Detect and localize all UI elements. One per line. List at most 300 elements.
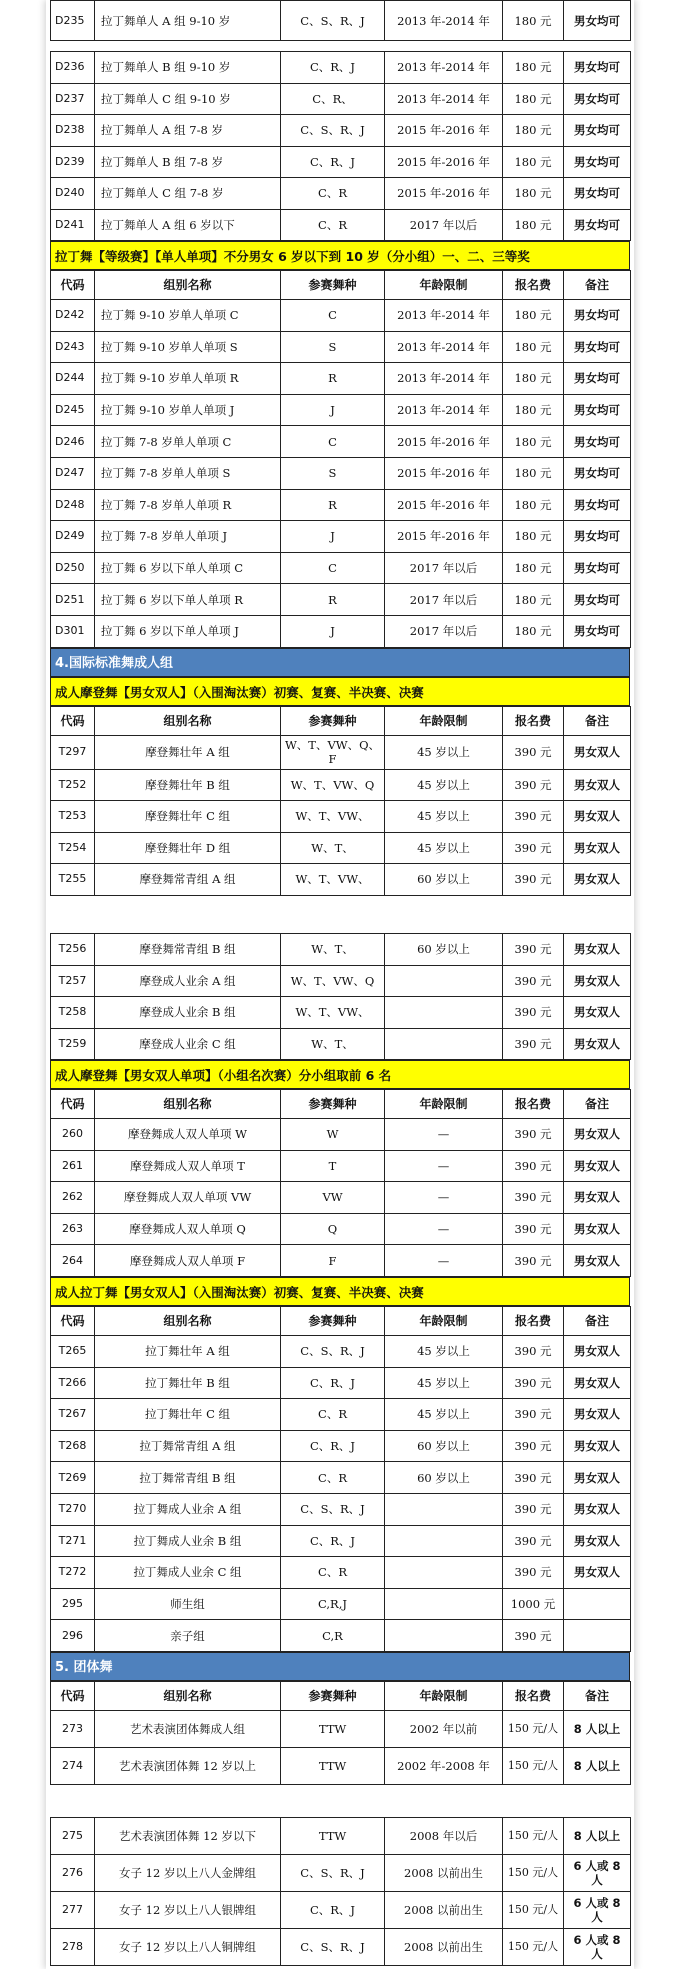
row-age-limit: 2002 年-2008 年 [385, 1747, 503, 1784]
row-dance-styles: C,R [281, 1620, 385, 1652]
header-code: 代码 [51, 1306, 95, 1335]
row-dance-styles: W、T、VW、Q [281, 965, 385, 997]
row-fee: 180 元 [503, 331, 564, 363]
table-row [51, 300, 631, 332]
row-code: D240 [51, 178, 95, 210]
header-remarks: 备注 [564, 706, 631, 735]
section-heading: 4.国际标准舞成人组 [50, 648, 630, 677]
row-age-limit: 2013 年-2014 年 [385, 1, 503, 41]
row-group-name: 拉丁舞壮年 C 组 [95, 1399, 281, 1431]
row-fee: 390 元 [503, 735, 564, 769]
row-group-name: 摩登舞成人双人单项 Q [95, 1213, 281, 1245]
table-row [51, 83, 631, 115]
row-group-name: 拉丁舞常青组 B 组 [95, 1462, 281, 1494]
registration-table [50, 270, 631, 648]
row-group-name: 拉丁舞 7-8 岁单人单项 J [95, 521, 281, 553]
row-remarks: 男女双人 [564, 1335, 631, 1367]
table-row [51, 1710, 631, 1747]
row-fee: 180 元 [503, 1, 564, 41]
row-fee: 180 元 [503, 426, 564, 458]
row-remarks: 男女双人 [564, 769, 631, 801]
row-code: T253 [51, 801, 95, 833]
row-group-name: 拉丁舞成人业余 C 组 [95, 1557, 281, 1589]
row-dance-styles: F [281, 1245, 385, 1277]
row-code: 276 [51, 1855, 95, 1892]
row-remarks: 男女均可 [564, 146, 631, 178]
row-code: D250 [51, 552, 95, 584]
row-fee: 150 元/人 [503, 1855, 564, 1892]
table-row [51, 1818, 631, 1855]
row-code: D251 [51, 584, 95, 616]
table-row [51, 52, 631, 84]
row-remarks: 男女均可 [564, 615, 631, 647]
row-fee: 180 元 [503, 521, 564, 553]
table-row [51, 997, 631, 1029]
row-group-name: 摩登舞成人双人单项 VW [95, 1182, 281, 1214]
header-fee: 报名费 [503, 1090, 564, 1119]
row-remarks: 男女均可 [564, 331, 631, 363]
row-remarks: 男女双人 [564, 1462, 631, 1494]
row-remarks: 男女双人 [564, 965, 631, 997]
row-fee: 390 元 [503, 801, 564, 833]
header-group-name: 组别名称 [95, 271, 281, 300]
row-dance-styles: W、T、VW、Q、F [281, 735, 385, 769]
row-code: D245 [51, 394, 95, 426]
row-group-name: 艺术表演团体舞 12 岁以下 [95, 1818, 281, 1855]
header-code: 代码 [51, 1681, 95, 1710]
row-dance-styles: J [281, 521, 385, 553]
row-dance-styles: C [281, 426, 385, 458]
table-row [51, 934, 631, 966]
row-code: 274 [51, 1747, 95, 1784]
row-code: D301 [51, 615, 95, 647]
table-row [51, 1557, 631, 1589]
table-row [51, 1462, 631, 1494]
row-fee: 390 元 [503, 1493, 564, 1525]
table-header-row [51, 706, 631, 735]
row-age-limit: 2017 年以后 [385, 615, 503, 647]
row-age-limit: 2013 年-2014 年 [385, 300, 503, 332]
table-fragment-a [50, 0, 630, 41]
row-group-name: 拉丁舞 6 岁以下单人单项 R [95, 584, 281, 616]
row-age-limit [385, 1557, 503, 1589]
row-fee: 390 元 [503, 1028, 564, 1060]
row-group-name: 拉丁舞 9-10 岁单人单项 S [95, 331, 281, 363]
row-age-limit: 45 岁以上 [385, 1367, 503, 1399]
row-dance-styles: VW [281, 1182, 385, 1214]
table-row [51, 1028, 631, 1060]
row-remarks: 男女双人 [564, 934, 631, 966]
row-fee: 180 元 [503, 394, 564, 426]
row-dance-styles: C、R、 [281, 83, 385, 115]
row-dance-styles: C、R [281, 1462, 385, 1494]
table-row [51, 1182, 631, 1214]
table-row [51, 832, 631, 864]
row-group-name: 拉丁舞 9-10 岁单人单项 J [95, 394, 281, 426]
row-code: T256 [51, 934, 95, 966]
row-group-name: 摩登舞成人双人单项 T [95, 1150, 281, 1182]
row-group-name: 拉丁舞 7-8 岁单人单项 C [95, 426, 281, 458]
row-code: T255 [51, 864, 95, 896]
header-age-limit: 年龄限制 [385, 1306, 503, 1335]
row-code: T254 [51, 832, 95, 864]
header-dance-styles: 参赛舞种 [281, 271, 385, 300]
row-code: 262 [51, 1182, 95, 1214]
table-row [51, 1213, 631, 1245]
row-age-limit: 2008 以前出生 [385, 1929, 503, 1966]
row-group-name: 拉丁舞壮年 B 组 [95, 1367, 281, 1399]
row-age-limit: 2015 年-2016 年 [385, 457, 503, 489]
header-fee: 报名费 [503, 271, 564, 300]
row-dance-styles: C [281, 552, 385, 584]
table-row [51, 394, 631, 426]
row-code: 275 [51, 1818, 95, 1855]
row-age-limit: — [385, 1245, 503, 1277]
registration-table [50, 1089, 631, 1277]
row-dance-styles: J [281, 394, 385, 426]
row-age-limit: 2015 年-2016 年 [385, 146, 503, 178]
row-code: D238 [51, 115, 95, 147]
row-fee: 180 元 [503, 615, 564, 647]
row-dance-styles: C [281, 300, 385, 332]
table-header-row [51, 1681, 631, 1710]
row-remarks: 男女均可 [564, 584, 631, 616]
row-age-limit: 2015 年-2016 年 [385, 178, 503, 210]
row-remarks: 男女均可 [564, 52, 631, 84]
row-age-limit: — [385, 1119, 503, 1151]
row-age-limit: 2008 以前出生 [385, 1892, 503, 1929]
row-fee: 390 元 [503, 1462, 564, 1494]
row-dance-styles: W、T、VW、 [281, 997, 385, 1029]
header-fee: 报名费 [503, 1681, 564, 1710]
category-banner: 成人拉丁舞【男女双人】（入围淘汰赛）初赛、复赛、半决赛、决赛 [50, 1277, 630, 1306]
row-age-limit [385, 1525, 503, 1557]
header-dance-styles: 参赛舞种 [281, 1090, 385, 1119]
row-dance-styles: C,R,J [281, 1588, 385, 1620]
row-age-limit: 2015 年-2016 年 [385, 521, 503, 553]
row-fee: 1000 元 [503, 1588, 564, 1620]
row-dance-styles: W [281, 1119, 385, 1151]
table-row [51, 735, 631, 769]
header-dance-styles: 参赛舞种 [281, 1681, 385, 1710]
row-dance-styles: C、R、J [281, 1367, 385, 1399]
row-fee: 390 元 [503, 1399, 564, 1431]
table-header-row [51, 271, 631, 300]
row-remarks: 男女双人 [564, 997, 631, 1029]
row-fee: 390 元 [503, 1150, 564, 1182]
row-remarks: 男女双人 [564, 1028, 631, 1060]
row-age-limit: 60 岁以上 [385, 864, 503, 896]
header-dance-styles: 参赛舞种 [281, 1306, 385, 1335]
row-dance-styles: C、S、R、J [281, 1335, 385, 1367]
table-fragment-c [50, 933, 630, 1785]
row-fee: 150 元/人 [503, 1710, 564, 1747]
row-fee: 390 元 [503, 1557, 564, 1589]
row-fee: 390 元 [503, 1119, 564, 1151]
row-remarks: 男女双人 [564, 1525, 631, 1557]
row-age-limit: 2013 年-2014 年 [385, 331, 503, 363]
row-dance-styles: C、R、J [281, 146, 385, 178]
row-fee: 390 元 [503, 965, 564, 997]
row-age-limit: 2015 年-2016 年 [385, 426, 503, 458]
header-remarks: 备注 [564, 1090, 631, 1119]
table-row [51, 769, 631, 801]
row-code: 260 [51, 1119, 95, 1151]
table-header-row [51, 1306, 631, 1335]
table-row [51, 146, 631, 178]
table-row [51, 1892, 631, 1929]
row-age-limit: 2008 年以后 [385, 1818, 503, 1855]
row-age-limit: 45 岁以上 [385, 1399, 503, 1431]
row-age-limit: 45 岁以上 [385, 801, 503, 833]
row-age-limit: — [385, 1213, 503, 1245]
row-remarks: 男女均可 [564, 457, 631, 489]
row-group-name: 师生组 [95, 1588, 281, 1620]
row-code: 273 [51, 1710, 95, 1747]
row-remarks: 6 人或 8 人 [564, 1892, 631, 1929]
table-row [51, 1929, 631, 1966]
row-code: 296 [51, 1620, 95, 1652]
row-age-limit [385, 1493, 503, 1525]
table-row [51, 1335, 631, 1367]
row-age-limit: 2017 年以后 [385, 552, 503, 584]
row-dance-styles: S [281, 331, 385, 363]
table-row [51, 864, 631, 896]
row-code: 295 [51, 1588, 95, 1620]
row-fee: 150 元/人 [503, 1929, 564, 1966]
row-code: D246 [51, 426, 95, 458]
table-row [51, 426, 631, 458]
header-fee: 报名费 [503, 1306, 564, 1335]
row-fee: 390 元 [503, 769, 564, 801]
row-remarks: 8 人以上 [564, 1747, 631, 1784]
header-dance-styles: 参赛舞种 [281, 706, 385, 735]
category-banner: 成人摩登舞【男女双人单项】（小组名次赛）分小组取前 6 名 [50, 1060, 630, 1089]
row-dance-styles: C、R、J [281, 52, 385, 84]
row-fee: 180 元 [503, 178, 564, 210]
row-group-name: 摩登舞壮年 C 组 [95, 801, 281, 833]
row-group-name: 摩登成人业余 A 组 [95, 965, 281, 997]
table-fragment-d [50, 1817, 630, 1966]
row-code: 261 [51, 1150, 95, 1182]
table-row [51, 1367, 631, 1399]
row-group-name: 拉丁舞 9-10 岁单人单项 C [95, 300, 281, 332]
table-row [51, 615, 631, 647]
row-group-name: 摩登舞壮年 D 组 [95, 832, 281, 864]
row-remarks: 男女均可 [564, 489, 631, 521]
table-row [51, 1525, 631, 1557]
row-group-name: 女子 12 岁以上八人银牌组 [95, 1892, 281, 1929]
header-remarks: 备注 [564, 271, 631, 300]
row-code: D239 [51, 146, 95, 178]
row-fee: 390 元 [503, 997, 564, 1029]
row-group-name: 拉丁舞 6 岁以下单人单项 C [95, 552, 281, 584]
category-banner: 成人摩登舞【男女双人】（入围淘汰赛）初赛、复赛、半决赛、决赛 [50, 677, 630, 706]
row-remarks: 男女均可 [564, 300, 631, 332]
table-row [51, 552, 631, 584]
row-group-name: 拉丁舞常青组 A 组 [95, 1430, 281, 1462]
row-group-name: 拉丁舞 7-8 岁单人单项 R [95, 489, 281, 521]
header-remarks: 备注 [564, 1306, 631, 1335]
row-code: T259 [51, 1028, 95, 1060]
row-age-limit: 45 岁以上 [385, 735, 503, 769]
row-remarks: 男女均可 [564, 178, 631, 210]
table-row [51, 584, 631, 616]
row-age-limit: — [385, 1182, 503, 1214]
row-group-name: 拉丁舞单人 C 组 7-8 岁 [95, 178, 281, 210]
row-remarks: 男女双人 [564, 1213, 631, 1245]
row-age-limit: 2013 年-2014 年 [385, 83, 503, 115]
row-code: T266 [51, 1367, 95, 1399]
row-remarks: 8 人以上 [564, 1710, 631, 1747]
row-remarks [564, 1588, 631, 1620]
row-dance-styles: W、T、 [281, 832, 385, 864]
row-remarks: 男女双人 [564, 1367, 631, 1399]
row-group-name: 拉丁舞单人 B 组 7-8 岁 [95, 146, 281, 178]
registration-table [50, 1681, 631, 1785]
section-heading: 5. 团体舞 [50, 1652, 630, 1681]
row-remarks [564, 1620, 631, 1652]
table-row [51, 457, 631, 489]
row-age-limit: 60 岁以上 [385, 1462, 503, 1494]
row-remarks: 男女双人 [564, 1245, 631, 1277]
row-dance-styles: C、R [281, 1399, 385, 1431]
row-remarks: 男女均可 [564, 1, 631, 41]
registration-table [50, 933, 631, 1060]
category-banner: 拉丁舞【等级赛】【单人单项】不分男女 6 岁以下到 10 岁（分小组）一、二、三等奖 [50, 241, 630, 270]
row-dance-styles: TTW [281, 1818, 385, 1855]
row-group-name: 拉丁舞单人 A 组 7-8 岁 [95, 115, 281, 147]
row-group-name: 拉丁舞 6 岁以下单人单项 J [95, 615, 281, 647]
header-group-name: 组别名称 [95, 1306, 281, 1335]
row-group-name: 摩登舞壮年 A 组 [95, 735, 281, 769]
row-group-name: 摩登成人业余 B 组 [95, 997, 281, 1029]
row-remarks: 男女均可 [564, 83, 631, 115]
row-group-name: 摩登舞成人双人单项 F [95, 1245, 281, 1277]
row-code: T267 [51, 1399, 95, 1431]
table-row [51, 965, 631, 997]
row-dance-styles: R [281, 363, 385, 395]
table-header-row [51, 1090, 631, 1119]
row-code: T271 [51, 1525, 95, 1557]
row-remarks: 男女双人 [564, 832, 631, 864]
row-group-name: 摩登舞常青组 B 组 [95, 934, 281, 966]
row-fee: 390 元 [503, 1367, 564, 1399]
row-code: 278 [51, 1929, 95, 1966]
row-dance-styles: C、S、R、J [281, 1, 385, 41]
row-dance-styles: C、R [281, 209, 385, 241]
row-group-name: 拉丁舞单人 C 组 9-10 岁 [95, 83, 281, 115]
row-group-name: 摩登舞常青组 A 组 [95, 864, 281, 896]
row-group-name: 女子 12 岁以上八人铜牌组 [95, 1929, 281, 1966]
document-page [46, 0, 634, 1969]
registration-table [50, 706, 631, 896]
header-age-limit: 年龄限制 [385, 706, 503, 735]
header-remarks: 备注 [564, 1681, 631, 1710]
row-code: T268 [51, 1430, 95, 1462]
row-dance-styles: W、T、VW、Q [281, 769, 385, 801]
row-age-limit: 2017 年以后 [385, 209, 503, 241]
row-fee: 180 元 [503, 552, 564, 584]
row-age-limit [385, 1028, 503, 1060]
row-dance-styles: R [281, 584, 385, 616]
row-remarks: 男女均可 [564, 426, 631, 458]
row-fee: 390 元 [503, 1430, 564, 1462]
row-group-name: 拉丁舞单人 A 组 9-10 岁 [95, 1, 281, 41]
row-fee: 180 元 [503, 83, 564, 115]
row-code: T269 [51, 1462, 95, 1494]
row-code: T272 [51, 1557, 95, 1589]
row-code: 263 [51, 1213, 95, 1245]
header-code: 代码 [51, 271, 95, 300]
row-remarks: 男女双人 [564, 1399, 631, 1431]
row-fee: 390 元 [503, 934, 564, 966]
row-code: D237 [51, 83, 95, 115]
row-remarks: 男女均可 [564, 209, 631, 241]
row-fee: 390 元 [503, 832, 564, 864]
row-fee: 390 元 [503, 1245, 564, 1277]
table-row [51, 801, 631, 833]
table-row [51, 521, 631, 553]
row-code: T270 [51, 1493, 95, 1525]
row-remarks: 男女均可 [564, 115, 631, 147]
row-age-limit [385, 1620, 503, 1652]
row-group-name: 女子 12 岁以上八人金牌组 [95, 1855, 281, 1892]
table-row [51, 1119, 631, 1151]
row-remarks: 男女均可 [564, 363, 631, 395]
row-code: D236 [51, 52, 95, 84]
row-group-name: 艺术表演团体舞成人组 [95, 1710, 281, 1747]
row-code: T257 [51, 965, 95, 997]
row-code: D243 [51, 331, 95, 363]
row-age-limit: 45 岁以上 [385, 769, 503, 801]
row-fee: 150 元/人 [503, 1747, 564, 1784]
row-group-name: 摩登成人业余 C 组 [95, 1028, 281, 1060]
row-remarks: 男女双人 [564, 1119, 631, 1151]
row-fee: 390 元 [503, 1525, 564, 1557]
row-dance-styles: C、R、J [281, 1430, 385, 1462]
table-row [51, 1430, 631, 1462]
row-dance-styles: C、S、R、J [281, 1855, 385, 1892]
table-row [51, 1399, 631, 1431]
header-group-name: 组别名称 [95, 1681, 281, 1710]
row-fee: 180 元 [503, 209, 564, 241]
row-code: D244 [51, 363, 95, 395]
row-age-limit: 60 岁以上 [385, 934, 503, 966]
header-age-limit: 年龄限制 [385, 271, 503, 300]
row-fee: 180 元 [503, 489, 564, 521]
row-remarks: 男女均可 [564, 552, 631, 584]
row-remarks: 6 人或 8 人 [564, 1855, 631, 1892]
row-remarks: 男女均可 [564, 394, 631, 426]
row-dance-styles: TTW [281, 1747, 385, 1784]
row-fee: 390 元 [503, 1182, 564, 1214]
row-code: T258 [51, 997, 95, 1029]
row-remarks: 男女双人 [564, 1557, 631, 1589]
row-remarks: 男女双人 [564, 1150, 631, 1182]
row-code: 264 [51, 1245, 95, 1277]
row-code: T252 [51, 769, 95, 801]
row-remarks: 8 人以上 [564, 1818, 631, 1855]
row-group-name: 拉丁舞 7-8 岁单人单项 S [95, 457, 281, 489]
row-group-name: 拉丁舞 9-10 岁单人单项 R [95, 363, 281, 395]
row-fee: 180 元 [503, 300, 564, 332]
header-fee: 报名费 [503, 706, 564, 735]
row-remarks: 男女均可 [564, 521, 631, 553]
row-code: T265 [51, 1335, 95, 1367]
row-fee: 390 元 [503, 1213, 564, 1245]
registration-table [50, 1817, 631, 1966]
